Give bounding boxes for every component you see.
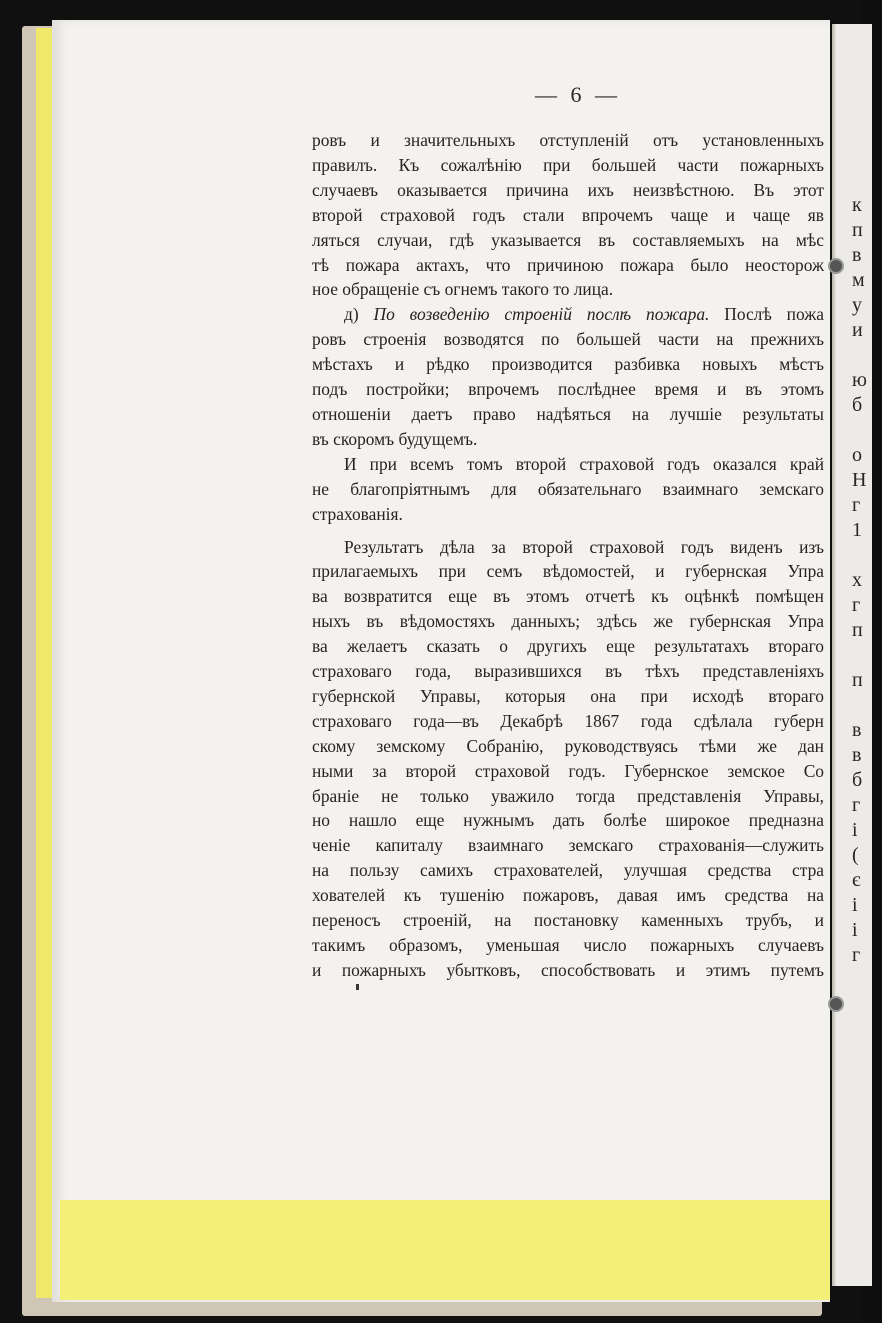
right-page-letter	[852, 419, 882, 444]
line-continuation: Послѣ пожа	[709, 304, 824, 325]
binding-clip-top	[828, 258, 844, 274]
right-page-letter: (	[852, 844, 859, 866]
page-number: — 6 —	[535, 82, 621, 107]
italic-heading: По возведенію строеній послѣ пожара.	[373, 304, 710, 325]
text-line: на пользу самихъ страхователей, улучшая средства стра	[312, 860, 824, 881]
right-page-letter: в	[852, 744, 862, 766]
right-page-letter: г	[852, 944, 861, 966]
right-page-letter: х	[852, 569, 862, 591]
right-page-letter	[852, 544, 882, 569]
text-line: ныхъ въ вѣдомостяхъ данныхъ; здѣсь же губернская Упра	[312, 611, 824, 632]
text-line: прилагаемыхъ при семъ вѣдомостей, и губернская Упра	[312, 561, 824, 582]
right-page-letter: є	[852, 869, 861, 891]
text-line: случаевъ оказывается причина ихъ неизвѣстною. Въ этот	[312, 179, 824, 200]
text-line: губернской Управы, которыя она при исходѣ втораго	[312, 685, 824, 706]
text-line: браніе не только уважило тогда представленія Управы,	[312, 785, 824, 806]
text-line: страховаго года—въ Декабрѣ 1867 года сдѣлала губерн	[312, 710, 824, 731]
right-page-letter: ю	[852, 369, 867, 391]
text-line: И при всемъ томъ второй страховой годъ оказался край	[344, 453, 824, 474]
text-line: ченіе капиталу взаимнаго земскаго страхованія—служить	[312, 835, 824, 856]
text-line: отношеніи даетъ право надѣяться на лучшіе результаты	[312, 403, 824, 424]
text-line: Результатъ дѣла за второй страховой годъ виденъ изъ	[344, 536, 824, 557]
ink-speck	[356, 984, 359, 990]
text-line: ва желаетъ сказать о другихъ еще результатахъ втораго	[312, 636, 824, 657]
page-fold-shadow	[832, 24, 836, 1286]
right-page-letter: п	[852, 219, 863, 241]
text-line: не благопріятнымъ для обязательнаго взаимнаго земскаго	[312, 478, 824, 499]
text-line: ровъ и значительныхъ отступленій отъ установленныхъ	[312, 130, 824, 150]
text-line: правилъ. Къ сожалѣнію при большей части пожарныхъ	[312, 154, 824, 175]
right-page-letter: м	[852, 269, 865, 291]
binding-clip-bottom	[828, 996, 844, 1012]
text-line: ное обращеніе съ огнемъ такого то лица.	[312, 279, 614, 300]
right-page-letter: б	[852, 394, 863, 416]
right-page-letter: г	[852, 494, 861, 516]
text-line: хователей къ тушенію пожаровъ, давая имъ средства на	[312, 885, 824, 906]
right-page-letter: п	[852, 669, 863, 691]
text-line: страховаго года, выразившихся въ тѣхъ представленіяхъ	[312, 661, 824, 682]
body-text	[312, 128, 824, 983]
right-page-letter: г	[852, 594, 861, 616]
right-page-letter	[852, 344, 882, 369]
right-page-letter: г	[852, 794, 861, 816]
yellow-paper-strip	[60, 1200, 830, 1300]
right-page-edge	[832, 24, 872, 1286]
text-line: мѣстахъ и рѣдко производится разбивка новыхъ мѣстъ	[312, 354, 824, 375]
text-line: такимъ образомъ, уменьшая число пожарныхъ случаевъ	[312, 935, 824, 955]
right-page-letter: о	[852, 444, 862, 466]
right-page-letter: в	[852, 719, 862, 741]
text-line: ными за второй страховой годъ. Губернское земское Со	[312, 760, 824, 781]
text-line: скому земскому Собранію, руководствуясь тѣми же дан	[312, 735, 824, 756]
text-line: ва возвратится еще въ этомъ отчетѣ къ оцѣнкѣ помѣщен	[312, 586, 824, 607]
text-line: переносъ строеній, на постановку каменныхъ трубъ, и	[312, 910, 824, 931]
text-line: тѣ пожара актахъ, что причиною пожара было неосторож	[312, 254, 824, 275]
right-page-letter: и	[852, 319, 863, 341]
right-page-letter: п	[852, 619, 863, 641]
right-page-letter: Н	[852, 469, 867, 491]
section-marker: д)	[344, 304, 374, 325]
right-page-letter: і	[852, 894, 858, 916]
text-line: но нашло еще нужнымъ дать болѣе широкое предназна	[312, 810, 824, 831]
text-line: страхованія.	[312, 503, 403, 524]
paragraph-gap	[312, 527, 824, 535]
text-line: подъ постройки; впрочемъ послѣднее время и въ этомъ	[312, 379, 824, 400]
text-line: второй страховой годъ стали впрочемъ чаще и чаще яв	[312, 204, 824, 225]
right-page-partial-text	[852, 194, 882, 969]
right-page-letter: 1	[852, 519, 862, 541]
right-page-letter	[852, 644, 882, 669]
right-page-letter: і	[852, 819, 858, 841]
right-page-letter: б	[852, 769, 863, 791]
text-line: и пожарныхъ убытковъ, способствовать и этимъ путемъ	[312, 959, 824, 980]
right-page-letter: і	[852, 919, 858, 941]
right-page-letter: в	[852, 244, 862, 266]
text-line: ровъ строенія возводятся по большей части на прежнихъ	[312, 329, 824, 350]
text-line: въ скоромъ будущемъ.	[312, 428, 478, 449]
text-line: ляться случаи, гдѣ указывается въ составляемыхъ на мѣс	[312, 229, 824, 250]
right-page-letter: к	[852, 194, 862, 216]
text-line	[312, 302, 824, 327]
right-page-letter: у	[852, 294, 862, 316]
right-page-letter	[852, 694, 882, 719]
